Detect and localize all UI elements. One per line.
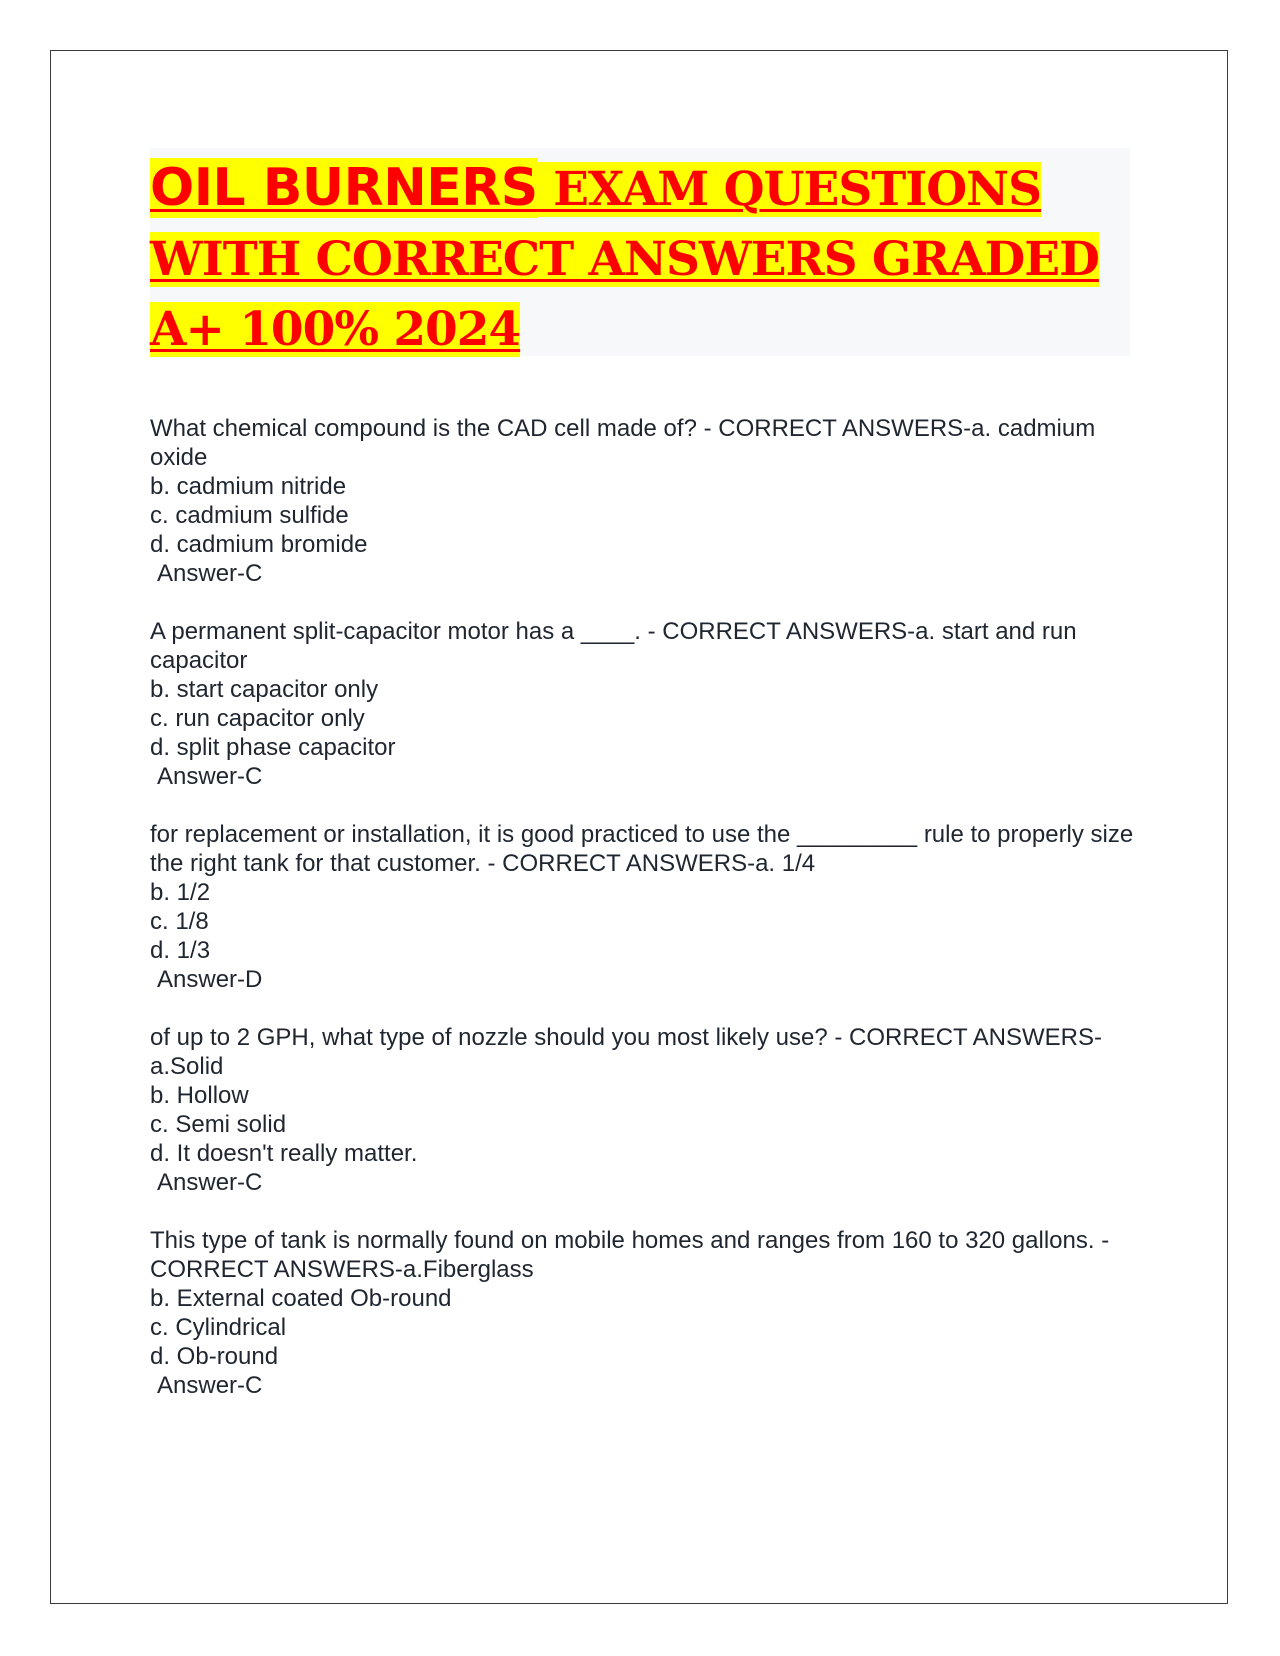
question-item: [150, 820, 1140, 994]
answer-label: Answer-D: [157, 966, 263, 993]
option-d: d. split phase capacitor: [150, 734, 396, 761]
answer-label: Answer-C: [157, 560, 263, 587]
title-part-1: OIL BURNERS: [150, 158, 538, 218]
option-d: d. It doesn't really matter.: [150, 1140, 418, 1167]
question-text: This type of tank is normally found on mobile homes and ranges from 160 to 320 gallons. - CORRECT ANSWERS-a.Fiberglass: [150, 1227, 1110, 1283]
title-block: [150, 148, 1130, 356]
option-d: d. Ob-round: [150, 1343, 279, 1370]
option-c: c. Semi solid: [150, 1111, 287, 1138]
question-item: [150, 617, 1140, 791]
option-b: b. External coated Ob-round: [150, 1285, 452, 1312]
option-b: b. start capacitor only: [150, 676, 379, 703]
option-b: b. cadmium nitride: [150, 473, 347, 500]
question-list: [150, 414, 1140, 1429]
option-d: d. 1/3: [150, 937, 211, 964]
title-part-2: EXAM QUESTIONS WITH CORRECT ANSWERS GRADED A+ 100% 2024: [150, 162, 1099, 357]
option-c: c. 1/8: [150, 908, 209, 935]
option-b: b. 1/2: [150, 879, 211, 906]
option-d: d. cadmium bromide: [150, 531, 368, 558]
option-c: c. Cylindrical: [150, 1314, 287, 1341]
question-text: of up to 2 GPH, what type of nozzle should you most likely use? - CORRECT ANSWERS-a.Solid: [150, 1024, 1102, 1080]
document-title: [150, 148, 1130, 364]
option-c: c. cadmium sulfide: [150, 502, 349, 529]
answer-label: Answer-C: [157, 763, 263, 790]
question-text: for replacement or installation, it is good practiced to use the _________ rule to properly size the right tank for that customer. - CORRECT ANSWERS-a. 1/4: [150, 821, 1134, 877]
question-text: A permanent split-capacitor motor has a ____. - CORRECT ANSWERS-a. start and run capacitor: [150, 618, 1077, 674]
answer-label: Answer-C: [157, 1372, 263, 1399]
question-text: What chemical compound is the CAD cell made of? - CORRECT ANSWERS-a. cadmium oxide: [150, 415, 1096, 471]
option-b: b. Hollow: [150, 1082, 249, 1109]
option-c: c. run capacitor only: [150, 705, 365, 732]
question-item: [150, 1023, 1140, 1197]
question-item: [150, 1226, 1140, 1400]
question-item: [150, 414, 1140, 588]
answer-label: Answer-C: [157, 1169, 263, 1196]
